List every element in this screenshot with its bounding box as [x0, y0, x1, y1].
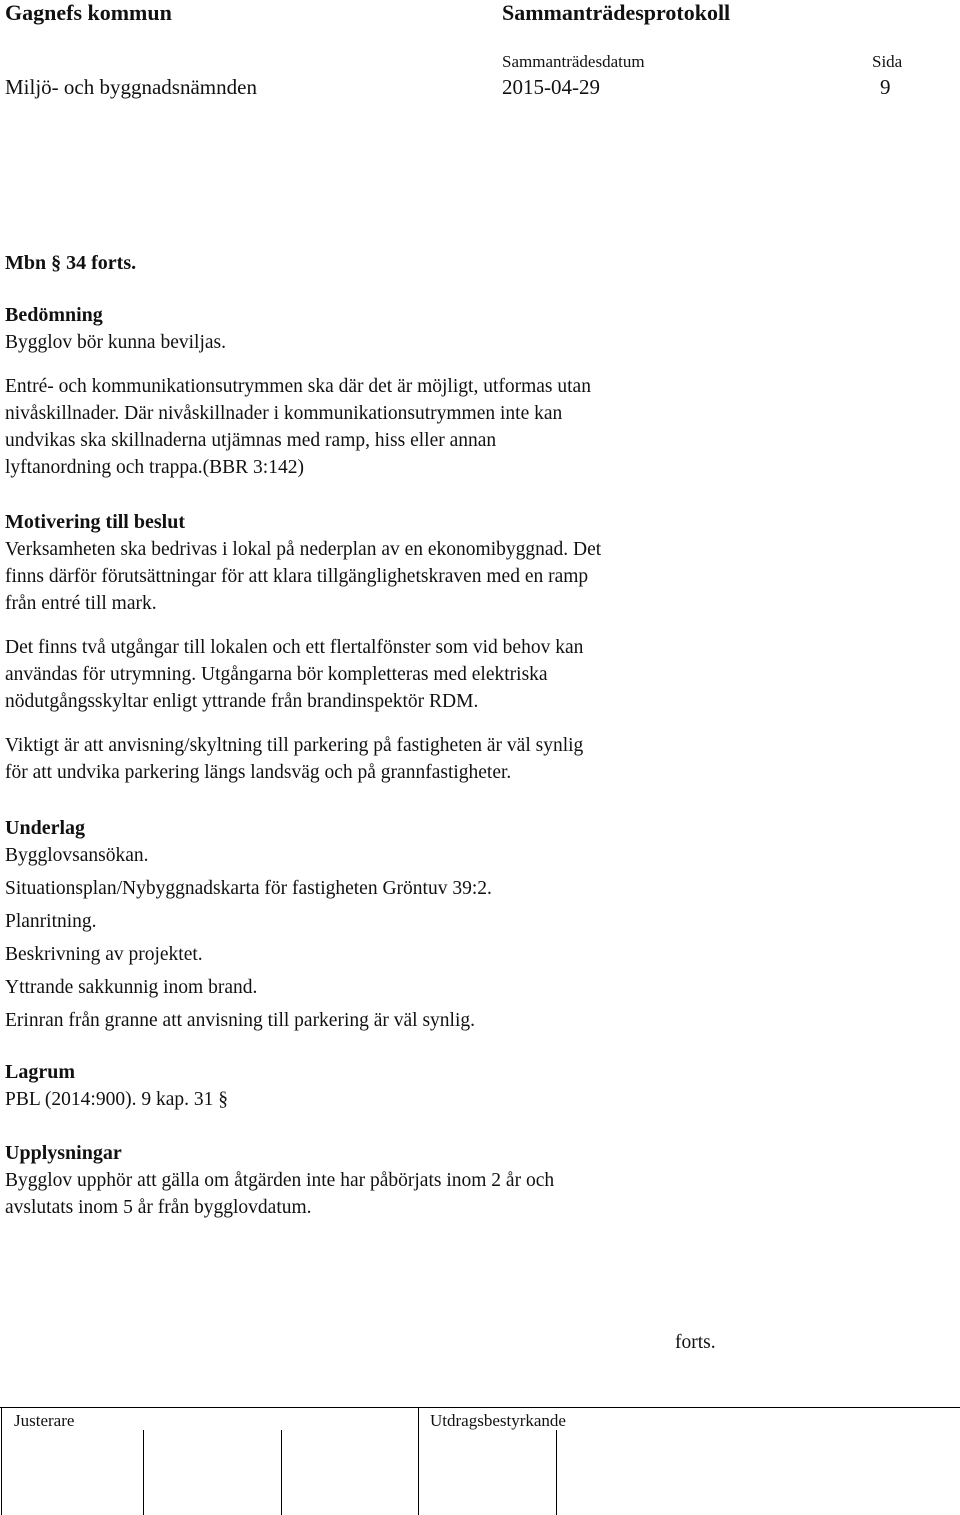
paragraph-line: finns därför förutsättningar för att klara tillgänglighetskraven med en ramp [5, 566, 589, 587]
organization-name: Gagnefs kommun [5, 0, 172, 25]
paragraph: PBL (2014:900). 9 kap. 31 § [5, 1089, 228, 1110]
page-number: 9 [880, 75, 891, 99]
meeting-date: 2015-04-29 [502, 75, 600, 99]
utdragsbestyrkande-label: Utdragsbestyrkande [430, 1411, 566, 1430]
footer-top-border [0, 1407, 960, 1408]
committee-name: Miljö- och byggnadsnämnden [5, 75, 257, 99]
paragraph-line: Viktigt är att anvisning/skyltning till parkering på fastigheten är väl synlig [5, 735, 584, 756]
signature-box-divider [418, 1407, 419, 1515]
list-item: Beskrivning av projektet. [5, 944, 203, 965]
paragraph-line: lyftanordning och trappa.(BBR 3:142) [5, 457, 304, 478]
paragraph-line: användas för utrymning. Utgångarna bör kompletteras med elektriska [5, 664, 548, 685]
paragraph-line: Det finns två utgångar till lokalen och ett flertalfönster som vid behov kan [5, 637, 584, 658]
section-lagrum [5, 1059, 955, 1113]
footer-divider [1, 1407, 2, 1515]
section-heading: Lagrum [5, 1061, 75, 1083]
case-title: Mbn § 34 forts. [5, 252, 137, 274]
paragraph: Bygglov bör kunna beviljas. [5, 332, 226, 353]
section-upplysningar [5, 1140, 955, 1221]
paragraph-line: Verksamheten ska bedrivas i lokal på nederplan av en ekonomibyggnad. Det [5, 539, 602, 560]
paragraph-line: Entré- och kommunikationsutrymmen ska där det är möjligt, utformas utan [5, 376, 591, 397]
signature-box-divider [143, 1430, 144, 1515]
paragraph-line: för att undvika parkering längs landsväg och på grannfastigheter. [5, 762, 512, 783]
paragraph-line: avslutats inom 5 år från bygglovdatum. [5, 1197, 312, 1218]
list-item: Yttrande sakkunnig inom brand. [5, 977, 258, 998]
paragraph-line: från entré till mark. [5, 593, 157, 614]
section-heading: Upplysningar [5, 1142, 122, 1164]
section-motivering [5, 509, 955, 786]
paragraph-line: Bygglov upphör att gälla om åtgärden inte har påbörjats inom 2 år och [5, 1170, 555, 1191]
list-item: Erinran från granne att anvisning till parkering är väl synlig. [5, 1010, 476, 1031]
paragraph-line: nivåskillnader. Där nivåskillnader i kommunikationsutrymmen inte kan [5, 403, 563, 424]
list-item: Situationsplan/Nybyggnadskarta för fastigheten Gröntuv 39:2. [5, 878, 492, 899]
signature-box-divider [281, 1430, 282, 1515]
list-item: Bygglovsansökan. [5, 845, 149, 866]
continued-marker: forts. [675, 1332, 716, 1353]
section-bedomning [5, 302, 955, 481]
paragraph-line: undvikas ska skillnaderna utjämnas med ramp, hiss eller annan [5, 430, 497, 451]
signature-box-divider [556, 1430, 557, 1515]
section-heading: Motivering till beslut [5, 511, 185, 533]
section-heading: Bedömning [5, 304, 103, 326]
justerare-label: Justerare [14, 1411, 75, 1430]
paragraph-line: nödutgångsskyltar enligt yttrande från brandinspektör RDM. [5, 691, 479, 712]
list-item: Planritning. [5, 911, 97, 932]
page-label: Sida [872, 52, 903, 71]
section-heading: Underlag [5, 817, 85, 839]
meeting-date-label: Sammanträdesdatum [502, 52, 645, 71]
section-underlag [5, 815, 955, 1034]
document-type: Sammanträdesprotokoll [502, 0, 731, 25]
